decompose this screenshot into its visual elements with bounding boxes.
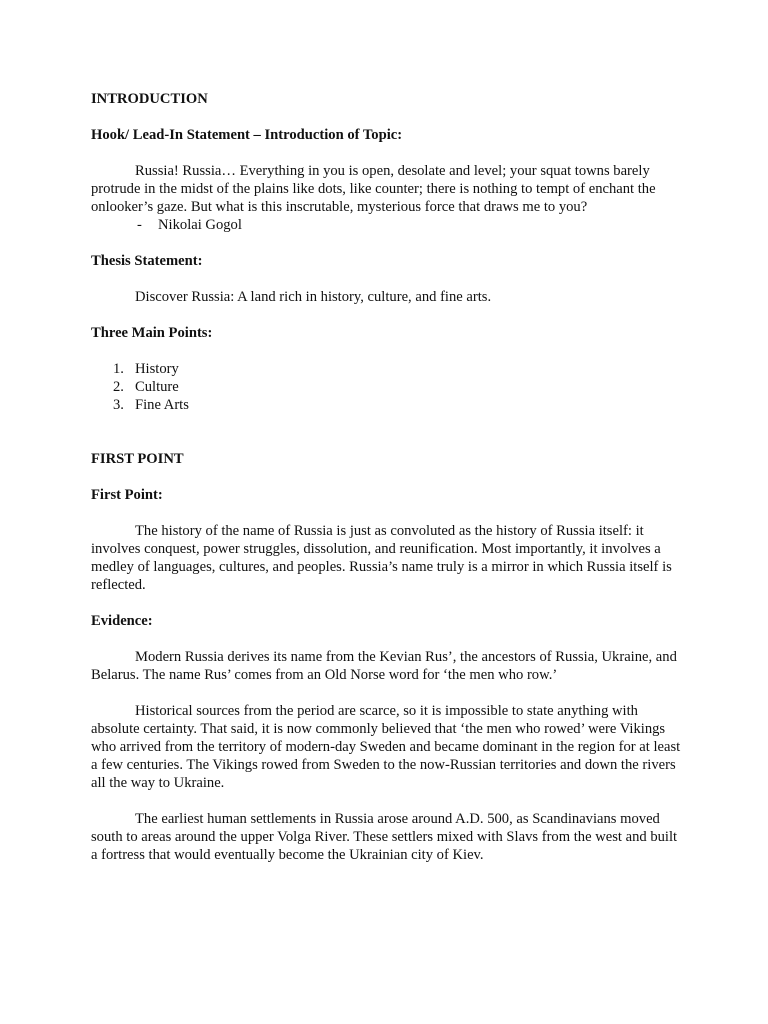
thesis-statement: Discover Russia: A land rich in history, culture, and fine arts. [135,289,492,305]
evidence-paragraph: The earliest human settlements in Russia arose around A.D. 500, as Scandinavians moved south to areas around the upper Volga River. These settlers mixed with Slavs from the west and built a fortress that would eventually become the Ukrainian city of Kiev. [91,811,678,863]
list-item-label: Fine Arts [135,397,189,413]
main-points-heading: Three Main Points: [91,325,213,341]
quote-attribution [91,216,681,234]
section-title-first-point: FIRST POINT [91,451,184,467]
list-item [91,360,681,378]
attribution-author: Nikolai Gogol [158,217,242,233]
section-title-introduction: INTRODUCTION [91,91,208,107]
main-points-list [91,360,681,414]
list-item [91,378,681,396]
list-item-number: 1. [113,361,124,377]
attribution-dash: - [137,217,142,233]
hook-heading: Hook/ Lead-In Statement – Introduction of Topic: [91,127,403,143]
list-item-number: 3. [113,397,124,413]
list-item-label: Culture [135,379,179,395]
list-item-label: History [135,361,179,377]
list-item [91,396,681,414]
document-page [91,90,681,864]
hook-quote: Russia! Russia… Everything in you is open, desolate and level; your squat towns barely protrude in the midst of the plains like dots, like counter; there is nothing to tempt of enchant the onlooker’s gaze. But what is this inscrutable, mysterious force that draws me to you? [91,163,656,215]
first-point-heading: First Point: [91,487,163,503]
thesis-heading: Thesis Statement: [91,253,203,269]
evidence-paragraph: Historical sources from the period are scarce, so it is impossible to state anything with absolute certainty. That said, it is now commonly believed that ‘the men who rowed’ were Vikings who arrived from the territory of modern-day Sweden and became dominant in the region for at least a few centuries. The Vikings rowed from Sweden to the now-Russian territories and down the rivers all the way to Ukraine. [91,703,681,791]
evidence-paragraph: Modern Russia derives its name from the Kevian Rus’, the ancestors of Russia, Ukraine, and Belarus. The name Rus’ comes from an Old Norse word for ‘the men who row.’ [91,649,677,683]
evidence-heading: Evidence: [91,613,153,629]
first-point-text: The history of the name of Russia is just as convoluted as the history of Russia itself: it involves conquest, power struggles, dissolution, and reunification. Most importantly, it involves a medley of languages, cultures, and peoples. Russia’s name truly is a mirror in which Russia itself is reflected. [91,523,672,593]
list-item-number: 2. [113,379,124,395]
